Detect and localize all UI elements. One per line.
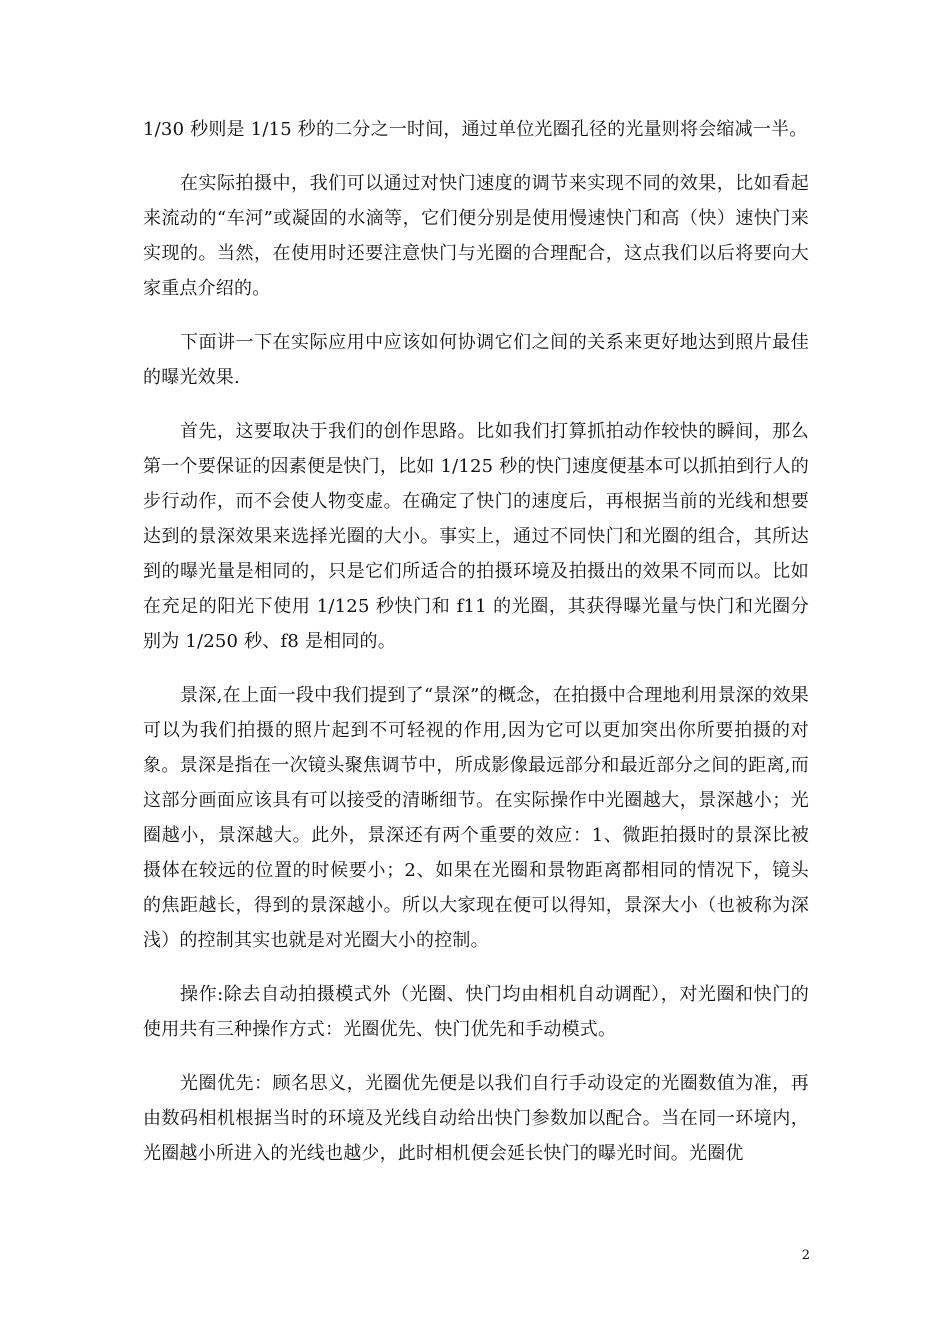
paragraph-1-continuation: 1/30 秒则是 1/15 秒的二分之一时间，通过单位光圈孔径的光量则将会缩减一半。 [143, 119, 808, 140]
paragraph-creative-approach: 首先，这要取决于我们的创作思路。比如我们打算抓拍动作较快的瞬间，那么第一个要保证的因素便是快门，比如 1/125 秒的快门速度便基本可以抓拍到行人的步行动作，而不会使人物变虚。在确定了快门的速度后，再根据当前的光线和想要达到的景深效果来选择光圈的大小。事实上，通过不同快门和光圈的组合，其所达到的曝光量是相同的，只是它们所适合的拍摄环境及拍摄出的效果不同而以。比如在充足的阳光下使用 1/125 秒快门和 f11 的光圈，其获得曝光量与快门和光圈分别为 1/250 秒、f8 是相同的。 [143, 421, 809, 652]
paragraph-depth-of-field: 景深,在上面一段中我们提到了“景深”的概念，在拍摄中合理地利用景深的效果可以为我们拍摄的照片起到不可轻视的作用,因为它可以更加突出你所要拍摄的对象。景深是指在一次镜头聚焦调节中，所成影像最远部分和最近部分之间的距离,而这部分画面应该具有可以接受的清晰细节。在实际操作中光圈越大，景深越小；光圈越小，景深越大。此外，景深还有两个重要的效应：1、微距拍摄时的景深比被摄体在较远的位置的时候要小；2、如果在光圈和景物距离都相同的情况下，镜头的焦距越长，得到的景深越小。所以大家现在便可以得知，景深大小（也被称为深浅）的控制其实也就是对光圈大小的控制。 [143, 685, 809, 951]
paragraph-coordination-intro: 下面讲一下在实际应用中应该如何协调它们之间的关系来更好地达到照片最佳的曝光效果. [143, 332, 809, 388]
page-number: 2 [801, 1248, 810, 1263]
paragraph-operation-modes: 操作:除去自动拍摄模式外（光圈、快门均由相机自动调配），对光圈和快门的使用共有三种操作方式：光圈优先、快门优先和手动模式。 [143, 984, 809, 1040]
body-text [143, 112, 809, 1190]
paragraph-aperture-priority: 光圈优先：顾名思义，光圈优先便是以我们自行手动设定的光圈数值为准，再由数码相机根据当时的环境及光线自动给出快门参数加以配合。当在同一环境内，光圈越小所进入的光线也越少，此时相机便会延长快门的曝光时间。光圈优 [143, 1073, 809, 1164]
paragraph-shutter-speed-effects: 在实际拍摄中，我们可以通过对快门速度的调节来实现不同的效果，比如看起来流动的“车河”或凝固的水滴等，它们便分别是使用慢速快门和高（快）速快门来实现的。当然，在使用时还要注意快门与光圈的合理配合，这点我们以后将要向大家重点介绍的。 [143, 173, 809, 299]
